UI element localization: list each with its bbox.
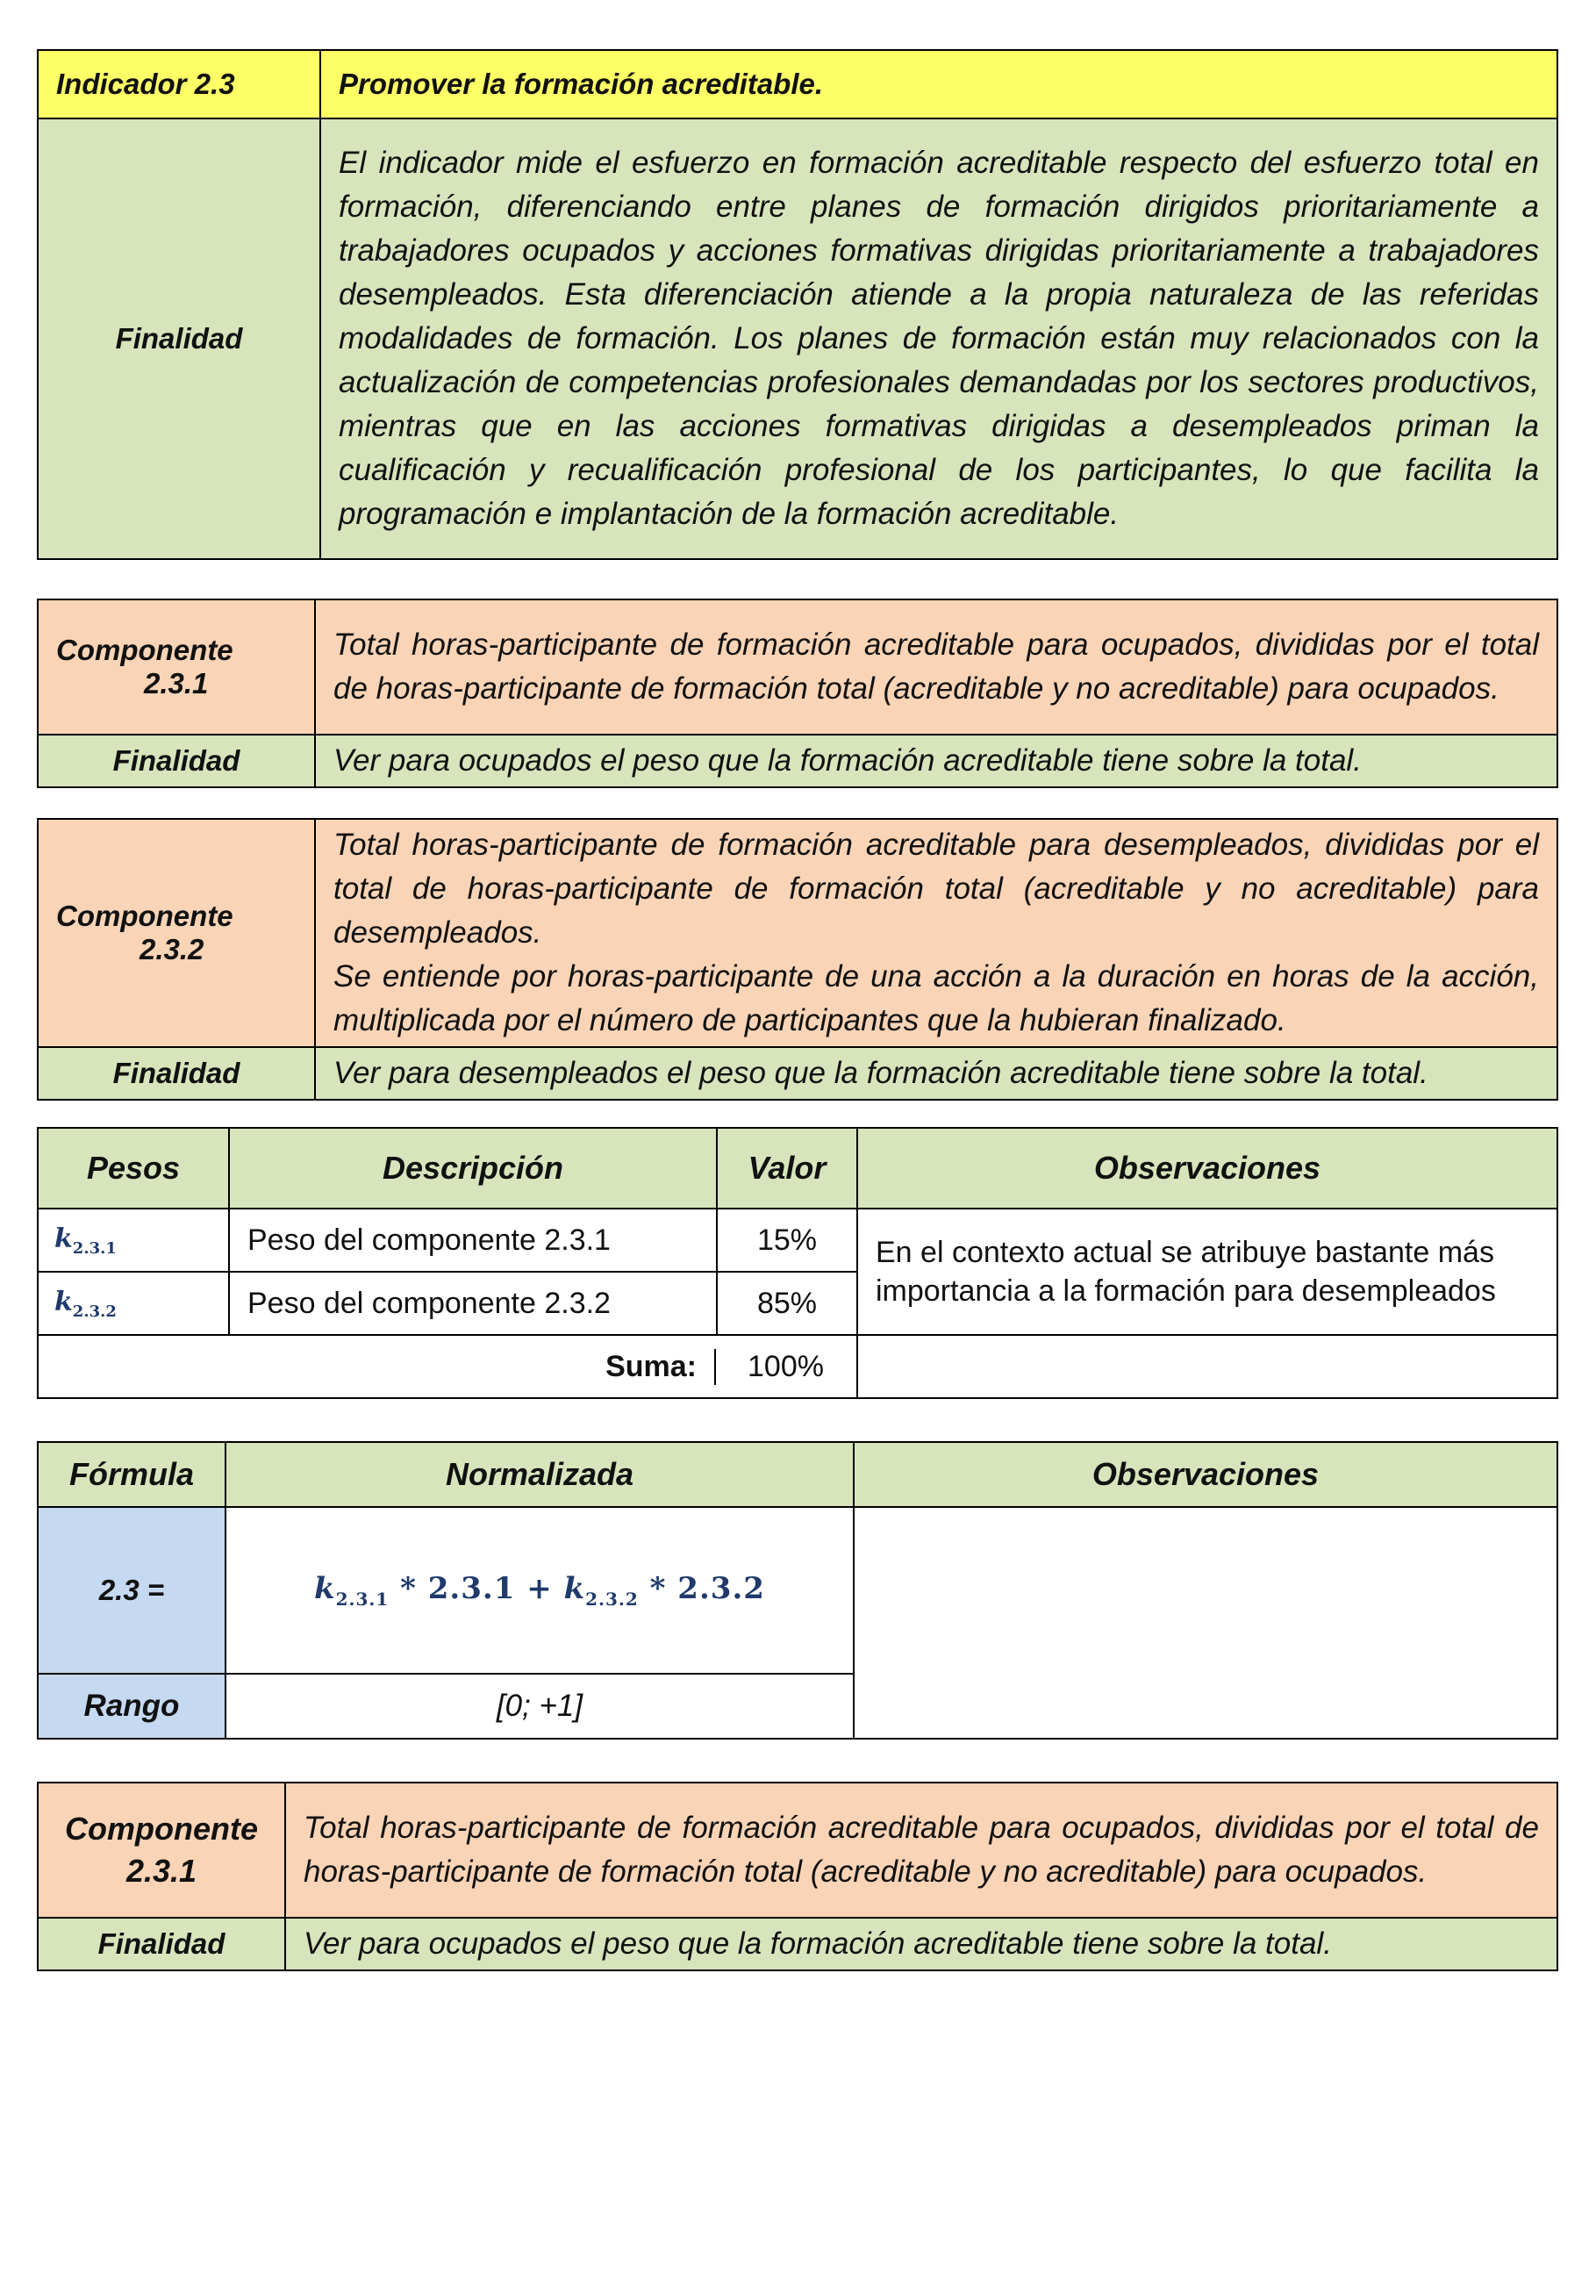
weight-symbol-1-k: k (54, 1223, 73, 1254)
weights-header-descripcion: Descripción (229, 1128, 717, 1209)
component-repeat-text: Total horas-participante de formación acreditable para ocupados, divididas por el total de horas-participante de formación total (acreditable y no acreditable) para ocupados. (285, 1783, 1557, 1918)
formula-k1: k (314, 1571, 336, 1607)
component-1-label-line1: Componente (56, 634, 233, 666)
weights-sum-observation (857, 1335, 1557, 1398)
weights-sum-label: Suma: (605, 1349, 697, 1383)
component-2-text-2: Se entiende por horas-participante de una acción a la duración en horas de la acción, multiplicada por el número de participantes que la hubieran finalizado. (333, 959, 1539, 1037)
component-2-label-line1: Componente (56, 900, 233, 932)
component-repeat-label-line1: Componente (65, 1811, 258, 1847)
weight-value-2: 85% (717, 1272, 857, 1335)
formula-header-normalizada: Normalizada (225, 1442, 854, 1507)
indicator-finalidad-label: Finalidad (38, 118, 320, 559)
component-2-finalidad-label: Finalidad (38, 1047, 315, 1100)
component-1-label (38, 599, 315, 735)
indicator-title: Promover la formación acreditable. (320, 50, 1557, 118)
formula-table (37, 1441, 1558, 1740)
component-repeat-finalidad-label: Finalidad (38, 1918, 285, 1970)
range-label: Rango (38, 1674, 225, 1739)
component-2-label (38, 819, 315, 1047)
indicator-label: Indicador 2.3 (38, 50, 320, 118)
weight-symbol-2 (38, 1272, 229, 1335)
weight-description-2: Peso del componente 2.3.2 (229, 1272, 717, 1335)
component-repeat-finalidad-text: Ver para ocupados el peso que la formación acreditable tiene sobre la total. (285, 1918, 1557, 1970)
formula-expression (225, 1507, 854, 1674)
component-1-label-line2: 2.3.1 (144, 667, 209, 700)
weight-value-1: 15% (717, 1209, 857, 1272)
component-2-label-line2: 2.3.2 (140, 933, 204, 965)
formula-term1: * 2.3.1 + (400, 1571, 553, 1607)
weights-sum-row (38, 1335, 857, 1398)
component-2-text (315, 819, 1557, 1047)
component-1-finalidad-label: Finalidad (38, 735, 315, 787)
weights-sum-value: 100% (715, 1349, 855, 1385)
weight-symbol-2-sub: 2.3.2 (72, 1302, 117, 1321)
weight-description-1: Peso del componente 2.3.1 (229, 1209, 717, 1272)
range-value: [0; +1] (225, 1674, 854, 1739)
component-1-table (37, 599, 1558, 788)
weight-symbol-2-k: k (54, 1286, 73, 1317)
formula-observations (854, 1507, 1557, 1739)
weights-header-valor: Valor (717, 1128, 857, 1209)
component-1-finalidad-text: Ver para ocupados el peso que la formación acreditable tiene sobre la total. (315, 735, 1557, 787)
weight-symbol-1-sub: 2.3.1 (72, 1238, 117, 1258)
formula-k2-sub: 2.3.2 (585, 1588, 639, 1610)
formula-k2: k (563, 1571, 586, 1607)
weights-header-observaciones: Observaciones (857, 1128, 1557, 1209)
weight-symbol-1 (38, 1209, 229, 1272)
formula-header-formula: Fórmula (38, 1442, 225, 1507)
formula-k1-sub: 2.3.1 (335, 1588, 390, 1610)
weights-header-pesos: Pesos (38, 1128, 229, 1209)
component-repeat-label (38, 1783, 285, 1918)
component-2-finalidad-text: Ver para desempleados el peso que la formación acreditable tiene sobre la total. (315, 1047, 1557, 1100)
weights-sum-inner (39, 1349, 855, 1385)
formula-header-observaciones: Observaciones (854, 1442, 1557, 1507)
weights-observation: En el contexto actual se atribuye bastante más importancia a la formación para desempleados (857, 1209, 1557, 1335)
component-repeat-label-line2: 2.3.1 (125, 1853, 197, 1889)
formula-name: 2.3 = (38, 1507, 225, 1674)
component-repeat-table (37, 1782, 1558, 1971)
indicator-finalidad-text: El indicador mide el esfuerzo en formación acreditable respecto del esfuerzo total en formación, diferenciando entre planes de formación dirigidos prioritariamente a trabajadores ocupados y acciones formativas dirigidas prioritariamente a trabajadores desempleados. Esta diferenciación atiende a la propia naturaleza de las referidas modalidades de formación. Los planes de formación están muy relacionados con la actualización de competencias profesionales demandadas por los sectores productivos, mientras que en las acciones formativas dirigidas a desempleados priman la cualificación y recualificación profesional de los participantes, lo que facilita la programación e implantación de la formación acreditable. (320, 118, 1557, 559)
component-1-text: Total horas-participante de formación acreditable para ocupados, divididas por el total de horas-participante de formación total (acreditable y no acreditable) para ocupados. (315, 599, 1557, 735)
component-2-table (37, 818, 1558, 1101)
formula-term2: * 2.3.2 (649, 1571, 765, 1607)
weights-table (37, 1127, 1558, 1399)
indicator-table (37, 49, 1558, 560)
component-2-text-1: Total horas-participante de formación acreditable para desempleados, divididas por el total de horas-participante de formación total (acreditable y no acreditable) para desempleados. (333, 828, 1539, 950)
